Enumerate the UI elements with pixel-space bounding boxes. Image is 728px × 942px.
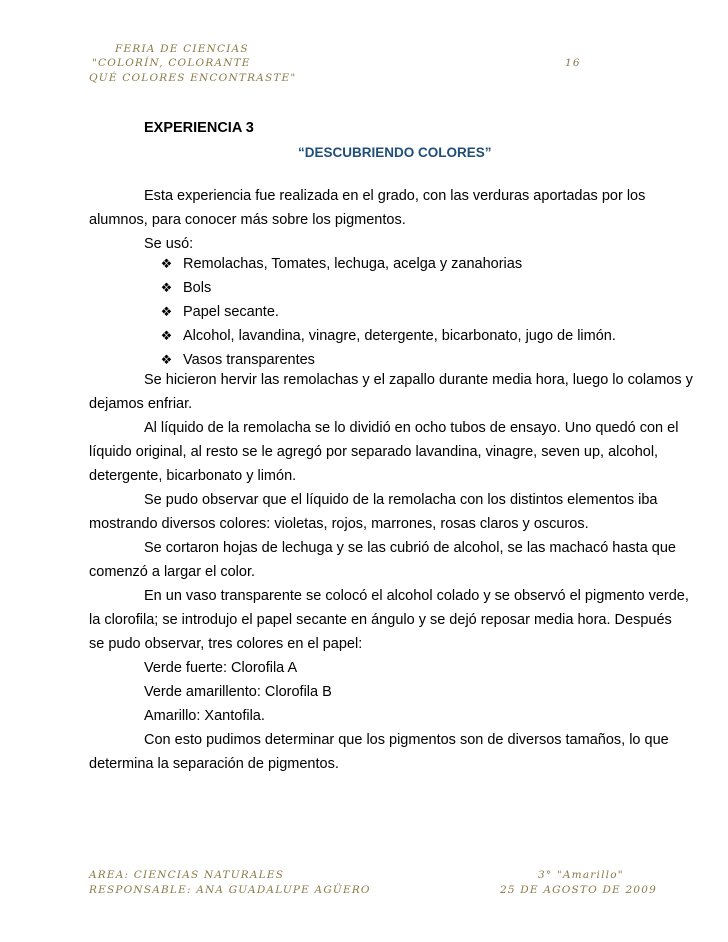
paragraph-2-line-2: dejamos enfriar. [89, 396, 193, 412]
header-fair-title: FERIA DE CIENCIAS [115, 43, 249, 55]
result-chlorophyll-b: Verde amarillento: Clorofila B [144, 684, 332, 700]
diamond-bullet-icon: ❖ [160, 328, 173, 343]
paragraph-6-line-2: la clorofila; se introdujo el papel secante en ángulo y se dejó reposar media hora. Después [89, 612, 672, 628]
paragraph-6-line-1: En un vaso transparente se colocó el alcohol colado y se observó el pigmento verde, [144, 588, 689, 604]
paragraph-5-line-1: Se cortaron hojas de lechuga y se las cubrió de alcohol, se las machacó hasta que [144, 540, 676, 556]
section-heading: EXPERIENCIA 3 [144, 120, 254, 136]
list-item: ❖ Vasos transparentes [160, 352, 315, 368]
paragraph-5-line-2: comenzó a largar el color. [89, 564, 256, 580]
section-subtitle: “DESCUBRIENDO COLORES” [298, 145, 492, 160]
paragraph-1-line-2: alumnos, para conocer más sobre los pigmentos. [89, 212, 406, 228]
paragraph-3-line-1: Al líquido de la remolacha se lo dividió en ocho tubos de ensayo. Uno quedó con el [144, 420, 679, 436]
list-item: ❖ Remolachas, Tomates, lechuga, acelga y zanahorias [160, 256, 523, 272]
list-item: ❖ Alcohol, lavandina, vinagre, detergente, bicarbonato, jugo de limón. [160, 328, 616, 344]
paragraph-3-line-2: líquido original, al resto se le agregó por separado lavandina, vinagre, seven up, alcohol, [89, 444, 659, 460]
diamond-bullet-icon: ❖ [160, 256, 173, 271]
footer-area: AREA: CIENCIAS NATURALES [89, 869, 285, 881]
paragraph-2-line-1: Se hicieron hervir las remolachas y el zapallo durante media hora, luego lo colamos y [144, 372, 693, 388]
diamond-bullet-icon: ❖ [160, 280, 173, 295]
paragraph-1-line-1: Esta experiencia fue realizada en el grado, con las verduras aportadas por los [144, 188, 646, 204]
footer-date: 25 DE AGOSTO DE 2009 [500, 884, 657, 896]
paragraph-4-line-2: mostrando diversos colores: violetas, rojos, marrones, rosas claros y oscuros. [89, 516, 589, 532]
header-project-subtitle: QUÉ COLORES ENCONTRASTE" [89, 72, 297, 84]
paragraph-4-line-1: Se pudo observar que el líquido de la remolacha con los distintos elementos iba [144, 492, 658, 508]
paragraph-7-line-2: determina la separación de pigmentos. [89, 756, 339, 772]
paragraph-3-line-3: detergente, bicarbonato y limón. [89, 468, 297, 484]
list-item: ❖ Papel secante. [160, 304, 279, 320]
materials-label: Se usó: [144, 236, 194, 252]
diamond-bullet-icon: ❖ [160, 352, 173, 367]
paragraph-7-line-1: Con esto pudimos determinar que los pigmentos son de diversos tamaños, lo que [144, 732, 669, 748]
footer-grade: 3° "Amarillo" [538, 869, 624, 881]
result-chlorophyll-a: Verde fuerte: Clorofila A [144, 660, 298, 676]
list-item: ❖ Bols [160, 280, 212, 296]
header-project-title: "COLORÍN, COLORANTE [92, 57, 251, 69]
footer-responsible: RESPONSABLE: ANA GUADALUPE AGÜERO [89, 884, 371, 896]
page-number: 16 [565, 57, 581, 69]
result-xanthophyll: Amarillo: Xantofila. [144, 708, 265, 724]
diamond-bullet-icon: ❖ [160, 304, 173, 319]
paragraph-6-line-3: se pudo observar, tres colores en el papel: [89, 636, 363, 652]
